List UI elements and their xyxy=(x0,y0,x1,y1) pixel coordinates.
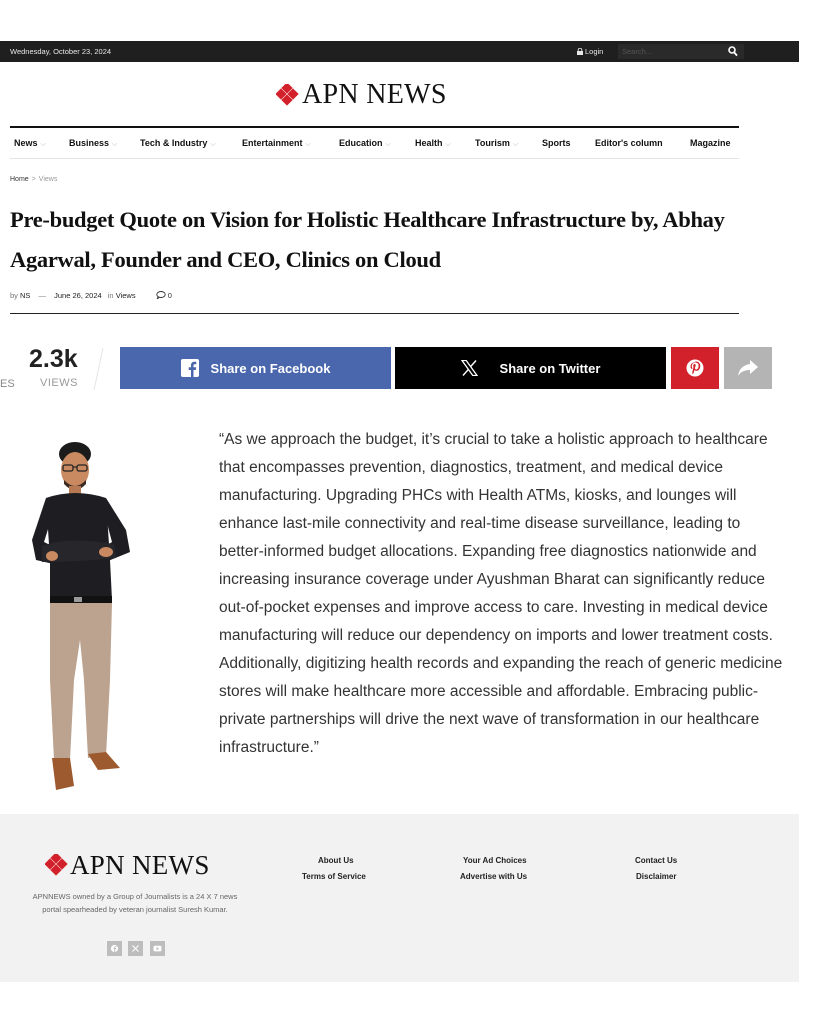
pinterest-icon xyxy=(686,359,704,377)
top-bar xyxy=(0,41,799,62)
footer-site-name: APN NEWS xyxy=(70,850,210,880)
nav-label: Tech & Industry xyxy=(140,138,208,148)
nav-item-news[interactable] xyxy=(14,138,46,149)
facebook-icon xyxy=(181,359,199,377)
chevron-down-icon: ⌵ xyxy=(40,141,46,148)
nav-label: Entertainment xyxy=(242,138,303,148)
nav-label: Health xyxy=(415,138,443,148)
comment-icon xyxy=(156,291,166,299)
author-photo xyxy=(28,440,136,795)
chevron-down-icon: ⌵ xyxy=(512,141,519,148)
by-label: by xyxy=(10,291,18,300)
lock-icon xyxy=(577,48,583,55)
search-icon[interactable] xyxy=(728,46,738,57)
chevron-down-icon: ⌵ xyxy=(305,141,311,148)
breadcrumb-home[interactable]: Home xyxy=(10,176,29,183)
in-label: in xyxy=(107,291,114,300)
site-name: APN NEWS xyxy=(302,79,447,110)
nav-label: Education xyxy=(339,138,383,148)
nav-item-magazine[interactable] xyxy=(690,138,731,148)
search-input[interactable] xyxy=(618,44,744,59)
breadcrumb-current[interactable]: Views xyxy=(38,176,58,183)
page-title: Pre-budget Quote on Vision for Holistic Healthcare Infrastructure by, Abhay Agarwal, Founder and CEO, Clinics on Cloud xyxy=(10,207,725,272)
comments-link[interactable] xyxy=(156,291,172,300)
meta-dash: — xyxy=(38,291,47,300)
share-arrow-icon xyxy=(738,360,758,376)
views-divider xyxy=(94,348,104,390)
comment-count: 0 xyxy=(167,291,172,300)
footer-link-about[interactable]: About Us xyxy=(318,856,354,865)
chevron-down-icon: ⌵ xyxy=(385,141,391,148)
current-date: Wednesday, October 23, 2024 xyxy=(10,47,112,56)
nav-item-education[interactable] xyxy=(339,138,391,149)
x-icon xyxy=(461,360,478,376)
footer-social-icons xyxy=(107,941,167,959)
footer-link-advertise[interactable]: Advertise with Us xyxy=(460,872,528,881)
breadcrumb-separator: > xyxy=(31,176,36,183)
nav-label: Tourism xyxy=(475,138,510,148)
diamond-logo-icon xyxy=(276,84,300,106)
chevron-down-icon: ⌵ xyxy=(445,141,451,148)
article-meta xyxy=(10,291,172,300)
footer-link-contact[interactable]: Contact Us xyxy=(635,856,678,865)
footer-link-disclaimer[interactable]: Disclaimer xyxy=(636,872,677,881)
facebook-icon[interactable] xyxy=(107,941,122,956)
footer-link-ad-choices[interactable]: Your Ad Choices xyxy=(463,856,527,865)
nav-item-editors-column[interactable] xyxy=(595,138,663,148)
login-label: Login xyxy=(585,47,604,56)
shares-label: ES xyxy=(0,378,15,390)
nav-item-tech-industry[interactable] xyxy=(140,138,216,149)
nav-item-tourism[interactable] xyxy=(475,138,518,149)
category-link[interactable]: Views xyxy=(115,291,136,300)
youtube-icon[interactable] xyxy=(150,941,165,956)
main-nav xyxy=(10,126,739,159)
share-facebook-button[interactable] xyxy=(120,347,391,389)
share-twitter-button[interactable] xyxy=(395,347,666,389)
article-quote: “As we approach the budget, it’s crucial to take a holistic approach to healthcare that encompasses prevention, diagnostics, treatment, and medical device manufacturing. Upgrading PHCs with Health ATMs, kiosks, and lounges will enhance last-mile connectivity and real-time disease surveillance, leading to better-informed budget allocations. Expanding free diagnostics nationwide and increasing insurance coverage under Ayushman Bharat can significantly reduce out-of-pocket expenses and improve access to care. Investing in medical device manufacturing will reduce our dependency on imports and lower treatment costs. Additionally, digitizing health records and expanding the reach of generic medicine stores will make healthcare more accessible and affordable. Embracing public-private partnerships will drive the next wave of transformation in our healthcare infrastructure.” xyxy=(219,431,783,756)
nav-item-sports[interactable] xyxy=(542,138,571,148)
nav-label: Sports xyxy=(542,138,571,148)
nav-item-business[interactable] xyxy=(69,138,117,149)
views-count: 2.3k xyxy=(29,345,78,373)
nav-label: Editor's column xyxy=(595,138,663,148)
login-link[interactable] xyxy=(577,47,603,56)
views-label: VIEWS xyxy=(40,377,78,389)
author-link[interactable]: NS xyxy=(20,291,31,300)
nav-label: News xyxy=(14,138,38,148)
x-icon[interactable] xyxy=(128,941,143,956)
breadcrumb xyxy=(10,176,57,183)
nav-label: Magazine xyxy=(690,138,731,148)
share-pinterest-button[interactable] xyxy=(671,347,719,389)
footer xyxy=(0,814,799,982)
share-more-button[interactable] xyxy=(724,347,772,389)
chevron-down-icon: ⌵ xyxy=(210,141,216,148)
nav-label: Business xyxy=(69,138,110,148)
share-facebook-label: Share on Facebook xyxy=(210,360,331,376)
meta-divider xyxy=(10,313,739,314)
share-twitter-label: Share on Twitter xyxy=(499,360,601,376)
footer-link-terms[interactable]: Terms of Service xyxy=(302,872,366,881)
nav-item-entertainment[interactable] xyxy=(242,138,311,149)
footer-description: APNNEWS owned by a Group of Journalists is a 24 X 7 news portal spearheaded by veteran journalist Suresh Kumar. xyxy=(32,892,238,914)
diamond-logo-icon xyxy=(45,854,69,876)
chevron-down-icon: ⌵ xyxy=(112,141,118,148)
nav-item-health[interactable] xyxy=(415,138,451,149)
publish-date: June 26, 2024 xyxy=(54,291,102,300)
